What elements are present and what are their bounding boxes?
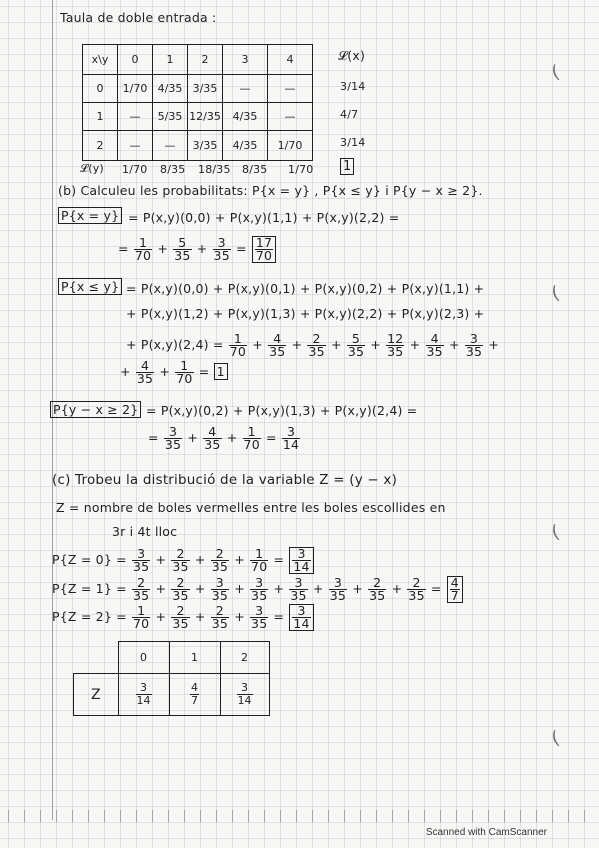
eq3-fractions: = $\frac{3}{35}$ + $\frac{4}{35}$ + $\frac{1}{70}$ = $\frac{3}{14}$ <box>148 424 300 452</box>
fraction-list: $\frac{2}{35}$ + $\frac{2}{35}$ + $\frac{3}{35}$ + $\frac{3}{35}$ + $\frac{3}{35}$ + $\frac{3}{35}$ + $\frac{2}{35}$ + $\frac{2}{35}$ <box>133 575 425 603</box>
fraction: $\frac{3}{35}$ <box>329 575 347 603</box>
fraction: $\frac{2}{35}$ <box>369 575 386 603</box>
header-cell: 1 <box>153 45 188 75</box>
fraction: $\frac{3}{35}$ <box>251 603 268 631</box>
table-cell: 12/35 <box>188 103 223 131</box>
table-cell: 4/35 <box>223 103 268 131</box>
fraction: $\frac{1}{70}$ <box>133 603 150 631</box>
fraction: $\frac{1}{70}$ <box>134 235 152 263</box>
fraction: $\frac{3}{35}$ <box>290 575 307 603</box>
marginal-y-value: 8/35 <box>160 163 186 176</box>
fraction: $\frac{12}{35}$ <box>387 331 404 359</box>
part-c-desc: 3r i 4t lloc <box>112 524 178 539</box>
table-cell: 5/35 <box>153 103 188 131</box>
fraction: $\frac{2}{35}$ <box>172 546 189 574</box>
table-total: 1 <box>340 158 354 175</box>
part-b-heading: (b) Calculeu les probabilitats: P{x = y} , P{x ≤ y} i P{y − x ≥ 2}. <box>58 183 483 198</box>
fraction-list: $\frac{4}{35}$ + $\frac{1}{70}$ <box>136 358 193 386</box>
row-header: 1 <box>83 103 118 131</box>
fraction: $\frac{3}{35}$ <box>211 575 229 603</box>
eq3-result: $\frac{3}{14}$ <box>282 424 300 452</box>
fraction: $\frac{2}{35}$ <box>211 603 229 631</box>
eq1-line: = P(x,y)(0,0) + P(x,y)(1,1) + P(x,y)(2,2) = <box>128 210 400 225</box>
table-cell: — <box>268 103 313 131</box>
empty-cell <box>74 642 119 674</box>
z-distribution-table <box>73 641 270 716</box>
fraction: $\frac{1}{70}$ <box>243 424 260 452</box>
marginal-x-value: 3/14 <box>340 80 366 93</box>
header-cell: 4 <box>268 45 313 75</box>
fraction-list: $\frac{1}{70}$ + $\frac{5}{35}$ + $\frac{3}{35}$ <box>134 235 230 263</box>
fraction: $\frac{4}{35}$ <box>204 424 221 452</box>
row-header: 0 <box>83 75 118 103</box>
fraction-list: $\frac{1}{70}$ + $\frac{4}{35}$ + $\frac{2}{35}$ + $\frac{5}{35}$ + $\frac{12}{35}$ + $\frac{4}{35}$ + $\frac{3}{35}$ <box>229 331 483 359</box>
header-cell: 3 <box>223 45 268 75</box>
eq2-line-end: + P(x,y)(2,4) = $\frac{1}{70}$ + $\frac{4}{35}$ + $\frac{2}{35}$ + $\frac{5}{35}$ + $\frac{12}{35}$ + $\frac{4}{35}$ + $\frac{3}{35}$ + <box>126 331 500 359</box>
part-c-heading: (c) Trobeu la distribució de la variable Z = (y − x) <box>52 472 398 488</box>
z-value-cell: 1 <box>169 642 220 674</box>
z-value-cell: 0 <box>118 642 169 674</box>
eq2-line: = P(x,y)(0,0) + P(x,y)(0,1) + P(x,y)(0,2) + P(x,y)(1,1) + <box>126 281 485 296</box>
marginal-x-header: 𝓛(x) <box>338 48 366 63</box>
fraction: $\frac{2}{35}$ <box>133 575 150 603</box>
marginal-y-label: 𝓛(y) <box>80 162 104 175</box>
fraction: $\frac{2}{35}$ <box>172 603 189 631</box>
fraction: $\frac{4}{35}$ <box>136 358 154 386</box>
eq1-lhs: P{x = y} <box>58 207 122 224</box>
fraction: $\frac{5}{35}$ <box>174 235 191 263</box>
fraction: $\frac{2}{35}$ <box>172 575 189 603</box>
table-cell: — <box>118 131 153 161</box>
fraction: $\frac{2}{35}$ <box>308 331 325 359</box>
fraction: $\frac{1}{70}$ <box>176 358 193 386</box>
fraction: $\frac{1}{70}$ <box>251 546 268 574</box>
eq3-lhs: P{y − x ≥ 2} <box>50 401 141 418</box>
table-cell: — <box>118 103 153 131</box>
pz1-line: P{Z = 1} = $\frac{2}{35}$ + $\frac{2}{35}$ + $\frac{3}{35}$ + $\frac{3}{35}$ + $\frac{3}{35}$ + $\frac{3}{35}$ + $\frac{2}{35}$ + $\frac{2}{35}$ = $\frac{4}{7}$ <box>52 576 464 603</box>
fraction: $\frac{4}{35}$ <box>269 331 286 359</box>
marginal-y-value: 8/35 <box>242 163 268 176</box>
eq2-line-final: + $\frac{4}{35}$ + $\frac{1}{70}$ = 1 <box>120 360 228 385</box>
fraction: $\frac{2}{35}$ <box>408 575 425 603</box>
z-label-cell: Z <box>74 674 119 716</box>
table-cell: 3/35 <box>188 131 223 161</box>
fraction: $\frac{3}{35}$ <box>251 575 268 603</box>
z-value-cell: 2 <box>220 642 269 674</box>
fraction: $\frac{5}{35}$ <box>347 331 365 359</box>
marginal-x-value: 3/14 <box>340 136 366 149</box>
fraction: $\frac{4}{35}$ <box>426 331 443 359</box>
z-prob-cell: $\frac{3}{14}$ <box>118 674 169 716</box>
marginal-x-value: 4/7 <box>340 108 359 121</box>
punch-hole: ( <box>549 282 562 305</box>
marginal-y-value: 18/35 <box>198 163 231 176</box>
eq3-line: = P(x,y)(0,2) + P(x,y)(1,3) + P(x,y)(2,4) = <box>146 403 418 418</box>
corner-cell: x\y <box>83 45 118 75</box>
eq2-result: 1 <box>214 363 228 380</box>
eq2-line: + P(x,y)(1,2) + P(x,y)(1,3) + P(x,y)(2,2) + P(x,y)(2,3) + <box>126 306 485 321</box>
z-prob-cell: $\frac{3}{14}$ <box>220 674 269 716</box>
fraction: $\frac{2}{35}$ <box>211 546 229 574</box>
z-prob-cell: $\frac{4}{7}$ <box>169 674 220 716</box>
fraction-list: $\frac{3}{35}$ + $\frac{4}{35}$ + $\frac{1}{70}$ <box>164 424 260 452</box>
marginal-y-value: 1/70 <box>122 163 148 176</box>
punch-hole: ( <box>549 521 562 544</box>
punch-hole: ( <box>549 727 562 750</box>
fraction: $\frac{1}{70}$ <box>229 331 247 359</box>
punch-hole: ( <box>549 61 562 84</box>
fraction: $\frac{3}{35}$ <box>465 331 483 359</box>
pz2-line: P{Z = 2} = $\frac{1}{70}$ + $\frac{2}{35}$ + $\frac{2}{35}$ + $\frac{3}{35}$ = $\frac{3}{14}$ <box>52 604 315 631</box>
part-c-desc: Z = nombre de boles vermelles entre les boles escollides en <box>56 500 446 515</box>
joint-table <box>82 44 313 161</box>
fraction: $\frac{3}{35}$ <box>133 546 150 574</box>
pz0-result: $\frac{3}{14}$ <box>289 547 313 574</box>
fraction: $\frac{3}{35}$ <box>213 235 230 263</box>
table-cell: — <box>223 75 268 103</box>
eq1-result: $\frac{17}{70}$ <box>252 236 276 263</box>
marginal-y-value: 1/70 <box>288 163 314 176</box>
fraction-list: $\frac{3}{35}$ + $\frac{2}{35}$ + $\frac{2}{35}$ + $\frac{1}{70}$ <box>133 546 268 574</box>
pz0-line: P{Z = 0} = $\frac{3}{35}$ + $\frac{2}{35}$ + $\frac{2}{35}$ + $\frac{1}{70}$ = $\frac{3}{14}$ <box>52 547 315 574</box>
pz2-result: $\frac{3}{14}$ <box>289 604 313 631</box>
eq2-lhs: P{x ≤ y} <box>58 278 122 295</box>
table-cell: 4/35 <box>153 75 188 103</box>
table-cell: — <box>153 131 188 161</box>
fraction: $\frac{3}{35}$ <box>164 424 182 452</box>
fraction-list: $\frac{1}{70}$ + $\frac{2}{35}$ + $\frac{2}{35}$ + $\frac{3}{35}$ <box>133 603 268 631</box>
page-title: Taula de doble entrada : <box>60 10 217 25</box>
table-cell: 1/70 <box>118 75 153 103</box>
header-cell: 0 <box>118 45 153 75</box>
header-cell: 2 <box>188 45 223 75</box>
table-cell: 3/35 <box>188 75 223 103</box>
table-cell: — <box>268 75 313 103</box>
scanner-watermark: Scanned with CamScanner <box>425 827 547 838</box>
pz1-result: $\frac{4}{7}$ <box>447 576 463 603</box>
eq1-fractions: = $\frac{1}{70}$ + $\frac{5}{35}$ + $\frac{3}{35}$ = $\frac{17}{70}$ <box>118 236 277 263</box>
table-cell: 1/70 <box>268 131 313 161</box>
page-edge-ticks <box>0 810 599 822</box>
row-header: 2 <box>83 131 118 161</box>
table-cell: 4/35 <box>223 131 268 161</box>
